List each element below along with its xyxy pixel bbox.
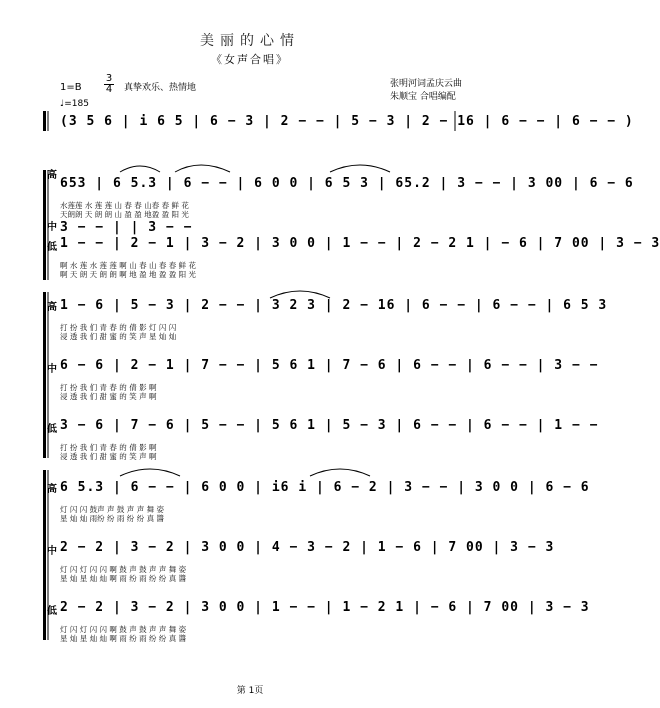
system1-low-notes: 1 − − | 2 − 1 | 3 − 2 | 3 0 0 | 1 − − | 2 − 2 1 | − 6 | 7 00 | 3 − 3 bbox=[60, 236, 660, 251]
system1-high-notes: 653 | 6 5.3 | 6 − − | 6 0 0 | 6 5 3 | 65.2 | 3 − − | 3 00 | 6 − 6 bbox=[60, 176, 634, 191]
system2-mid-lyrics-2: 浸 透 我 们 甜 蜜 的 笑 声 啊 bbox=[60, 392, 157, 401]
system2-high-lyrics-2: 浸 透 我 们 甜 蜜 的 笑 声 星 灿 灿 bbox=[60, 332, 177, 341]
voice-label-mid: 中 bbox=[47, 546, 57, 557]
system2-low-notes: 3 − 6 | 7 − 6 | 5 − − | 5 6 1 | 5 − 3 | 6 − − | 6 − − | 1 − − bbox=[60, 418, 599, 433]
system3-low-lyrics-1: 灯 闪 灯 闪 闪 啊 鼓 声 鼓 声 声 舞 姿 bbox=[60, 625, 187, 634]
system3-high-notes: 6 5.3 | 6 − − | 6 0 0 | i6 i | 6 − 2 | 3 − − | 3 0 0 | 6 − 6 bbox=[60, 480, 590, 495]
system2-mid-notes: 6 − 6 | 2 − 1 | 7 − − | 5 6 1 | 7 − 6 | 6 − − | 6 − − | 3 − − bbox=[60, 358, 599, 373]
system1-mid-notes: 3 − − | | 3 − − bbox=[60, 220, 193, 235]
tempo-marking: ♩=185 bbox=[60, 99, 89, 109]
system3-mid-lyrics-1: 灯 闪 灯 闪 闪 啊 鼓 声 鼓 声 声 舞 姿 bbox=[60, 565, 187, 574]
system2-high-lyrics-1: 打 扮 我 们 青 春 的 倩 影 灯 闪 闪 bbox=[60, 323, 177, 332]
system1-low-lyrics-1: 啊 水 莲 水 莲 莲 啊 山 春 山 春 春 鲜 花 bbox=[60, 261, 196, 270]
system3-low-lyrics-2: 星 灿 星 灿 灿 啊 雨 纷 雨 纷 纷 真 醬 bbox=[60, 634, 187, 643]
system1-high-lyrics-1: 水莲莲 水 莲 莲 山 春 春 山春 春 鲜 花 bbox=[60, 201, 189, 210]
voice-label-high: 高 bbox=[47, 302, 57, 313]
system2-high-notes: 1 − 6 | 5 − 3 | 2 − − | 3 2 3 | 2 − 16 | 6 − − | 6 − − | 6 5 3 bbox=[60, 298, 608, 313]
credits-arranger: 朱顺宝 合唱编配 bbox=[389, 92, 456, 102]
page-number: 第 1页 bbox=[236, 686, 264, 696]
system3-mid-lyrics-2: 星 灿 星 灿 灿 啊 雨 纷 雨 纷 纷 真 醬 bbox=[60, 574, 187, 583]
song-subtitle: 《女声合唱》 bbox=[211, 53, 289, 66]
expression-marking: 真挚欢乐、热情地 bbox=[124, 83, 197, 93]
system1-low-lyrics-2: 啊 天 朗 天 朗 朗 啊 地 盈 地 盈 盈 阳 光 bbox=[60, 270, 196, 279]
voice-label-low: 低 bbox=[47, 606, 57, 617]
system3-mid-notes: 2 − 2 | 3 − 2 | 3 0 0 | 4 − 3 − 2 | 1 − 6 | 7 00 | 3 − 3 bbox=[60, 540, 555, 555]
time-numerator: 3 bbox=[105, 73, 113, 84]
credits-composer: 张明河词孟庆云曲 bbox=[389, 79, 462, 89]
voice-label-high: 高 bbox=[47, 170, 57, 181]
system3-low-notes: 2 − 2 | 3 − 2 | 3 0 0 | 1 − − | 1 − 2 1 | − 6 | 7 00 | 3 − 3 bbox=[60, 600, 590, 615]
system2-low-lyrics-2: 浸 透 我 们 甜 蜜 的 笑 声 啊 bbox=[60, 452, 157, 461]
song-title: 美丽的心情 bbox=[200, 33, 300, 49]
intro-notes: (3 5 6 | i 6 5 | 6 − 3 | 2 − − | 5 − 3 | 2 − 16 | 6 − − | 6 − − ) bbox=[60, 114, 634, 129]
voice-label-high: 高 bbox=[47, 484, 57, 495]
system1-high-lyrics-2: 天朗朗 天 朗 朗 山 盈 盈 地盈 盈 阳 光 bbox=[60, 210, 189, 219]
voice-label-mid: 中 bbox=[47, 222, 57, 233]
credits bbox=[390, 78, 462, 104]
time-signature bbox=[104, 74, 114, 95]
voice-label-low: 低 bbox=[47, 424, 57, 435]
system3-high-lyrics-2: 星 灿 灿 雨纷 纷 雨 纷 纷 真 醬 bbox=[60, 514, 164, 523]
time-denominator: 4 bbox=[105, 84, 113, 95]
voice-label-low: 低 bbox=[47, 242, 57, 253]
system2-mid-lyrics-1: 打 扮 我 们 青 春 的 倩 影 啊 bbox=[60, 383, 157, 392]
system3-high-lyrics-1: 灯 闪 闪 鼓声 声 鼓 声 声 舞 姿 bbox=[60, 505, 164, 514]
voice-label-mid: 中 bbox=[47, 364, 57, 375]
key-signature: 1=B bbox=[60, 82, 82, 93]
system2-low-lyrics-1: 打 扮 我 们 青 春 的 倩 影 啊 bbox=[60, 443, 157, 452]
